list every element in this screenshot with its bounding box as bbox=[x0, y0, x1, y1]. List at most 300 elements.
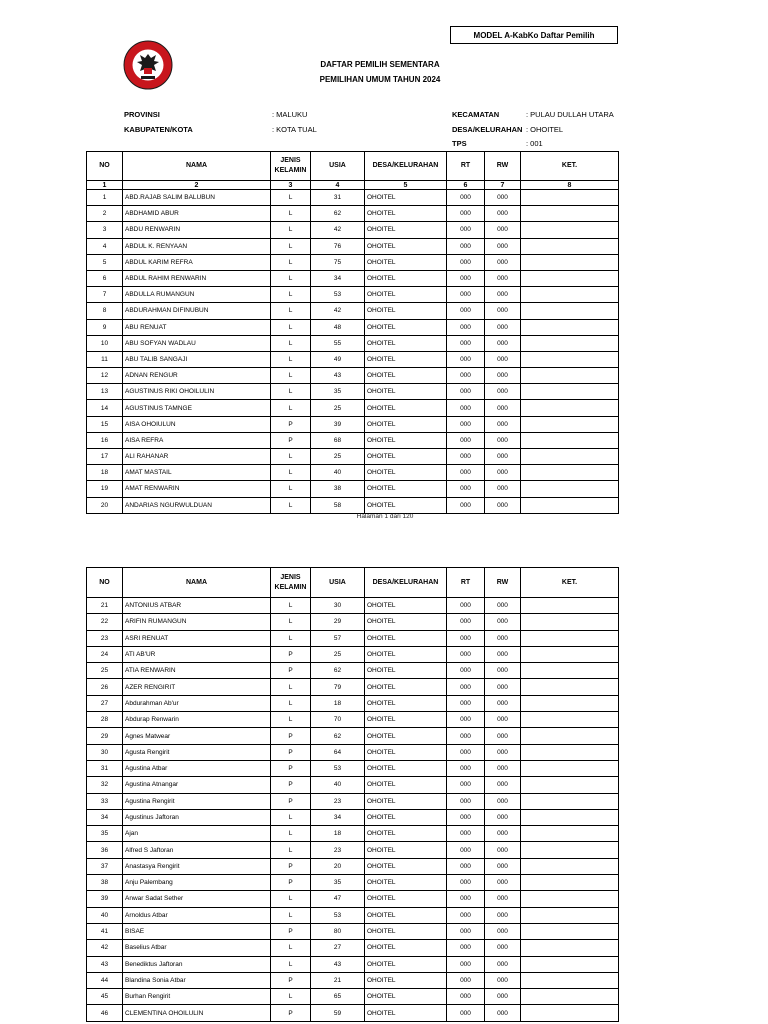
cell-desa: OHOITEL bbox=[365, 400, 447, 416]
table-row bbox=[87, 465, 619, 481]
column-number: 3 bbox=[271, 181, 311, 190]
cell-ket bbox=[521, 907, 619, 923]
provinsi-value: : MALUKU bbox=[272, 110, 308, 119]
cell-usia: 47 bbox=[311, 891, 365, 907]
cell-usia: 53 bbox=[311, 760, 365, 776]
table-row bbox=[87, 777, 619, 793]
cell-desa: OHOITEL bbox=[365, 432, 447, 448]
cell-jenis-kelamin: L bbox=[271, 956, 311, 972]
cell-ket bbox=[521, 497, 619, 513]
cell-usia: 42 bbox=[311, 303, 365, 319]
cell-rw: 000 bbox=[485, 891, 521, 907]
cell-rw: 000 bbox=[485, 940, 521, 956]
cell-usia: 35 bbox=[311, 875, 365, 891]
cell-usia: 43 bbox=[311, 368, 365, 384]
table-row bbox=[87, 319, 619, 335]
cell-ket bbox=[521, 319, 619, 335]
cell-rt: 000 bbox=[447, 858, 485, 874]
cell-rt: 000 bbox=[447, 777, 485, 793]
cell-ket bbox=[521, 630, 619, 646]
cell-ket bbox=[521, 663, 619, 679]
cell-desa: OHOITEL bbox=[365, 858, 447, 874]
cell-rt: 000 bbox=[447, 842, 485, 858]
cell-no: 39 bbox=[87, 891, 123, 907]
cell-jenis-kelamin: L bbox=[271, 907, 311, 923]
table-row bbox=[87, 432, 619, 448]
cell-rw: 000 bbox=[485, 287, 521, 303]
cell-rt: 000 bbox=[447, 238, 485, 254]
table-row bbox=[87, 744, 619, 760]
table-row bbox=[87, 842, 619, 858]
cell-usia: 18 bbox=[311, 695, 365, 711]
table-row bbox=[87, 1005, 619, 1021]
cell-rt: 000 bbox=[447, 728, 485, 744]
model-label: MODEL A-KabKo Daftar Pemilih bbox=[450, 26, 618, 44]
cell-no: 25 bbox=[87, 663, 123, 679]
document-subtitle: PEMILIHAN UMUM TAHUN 2024 bbox=[319, 75, 441, 84]
cell-desa: OHOITEL bbox=[365, 923, 447, 939]
cell-jenis-kelamin: L bbox=[271, 826, 311, 842]
cell-rw: 000 bbox=[485, 695, 521, 711]
cell-jenis-kelamin: L bbox=[271, 303, 311, 319]
cell-jenis-kelamin: P bbox=[271, 923, 311, 939]
cell-desa: OHOITEL bbox=[365, 744, 447, 760]
table-row bbox=[87, 760, 619, 776]
table-row bbox=[87, 923, 619, 939]
kpu-logo-icon bbox=[122, 38, 174, 92]
cell-nama: BISAE bbox=[123, 923, 271, 939]
cell-no: 21 bbox=[87, 598, 123, 614]
cell-desa: OHOITEL bbox=[365, 416, 447, 432]
cell-rt: 000 bbox=[447, 989, 485, 1005]
cell-nama: Abdurahman Ab'ur bbox=[123, 695, 271, 711]
cell-desa: OHOITEL bbox=[365, 222, 447, 238]
cell-nama: ABDUL RAHIM RENWARIN bbox=[123, 270, 271, 286]
table-row bbox=[87, 907, 619, 923]
cell-nama: ARIFIN RUMANGUN bbox=[123, 614, 271, 630]
cell-no: 13 bbox=[87, 384, 123, 400]
kabkota-value: : KOTA TUAL bbox=[272, 125, 317, 134]
cell-rt: 000 bbox=[447, 809, 485, 825]
cell-rw: 000 bbox=[485, 481, 521, 497]
column-header-rw: RW bbox=[485, 568, 521, 598]
cell-rw: 000 bbox=[485, 858, 521, 874]
cell-jenis-kelamin: L bbox=[271, 989, 311, 1005]
cell-jenis-kelamin: L bbox=[271, 940, 311, 956]
cell-rt: 000 bbox=[447, 449, 485, 465]
cell-usia: 80 bbox=[311, 923, 365, 939]
column-header-jenis-kelamin: JENIS KELAMIN bbox=[271, 568, 311, 598]
table-row bbox=[87, 940, 619, 956]
table-row bbox=[87, 614, 619, 630]
cell-ket bbox=[521, 875, 619, 891]
voter-table-page-2 bbox=[86, 567, 619, 1022]
tps-label: TPS bbox=[452, 139, 467, 148]
cell-rt: 000 bbox=[447, 679, 485, 695]
cell-jenis-kelamin: L bbox=[271, 254, 311, 270]
cell-usia: 53 bbox=[311, 287, 365, 303]
cell-ket bbox=[521, 190, 619, 206]
page-footer: Halaman 1 dari 120 bbox=[356, 513, 414, 520]
cell-jenis-kelamin: L bbox=[271, 695, 311, 711]
cell-rt: 000 bbox=[447, 384, 485, 400]
column-header-usia: USIA bbox=[311, 152, 365, 181]
cell-usia: 70 bbox=[311, 712, 365, 728]
cell-no: 43 bbox=[87, 956, 123, 972]
cell-rw: 000 bbox=[485, 875, 521, 891]
cell-desa: OHOITEL bbox=[365, 368, 447, 384]
cell-ket bbox=[521, 614, 619, 630]
cell-ket bbox=[521, 858, 619, 874]
cell-rw: 000 bbox=[485, 351, 521, 367]
cell-nama: ALI RAHANAR bbox=[123, 449, 271, 465]
table-row bbox=[87, 287, 619, 303]
cell-nama: ABDU RENWARIN bbox=[123, 222, 271, 238]
cell-no: 32 bbox=[87, 777, 123, 793]
cell-rw: 000 bbox=[485, 598, 521, 614]
table-row bbox=[87, 793, 619, 809]
cell-rt: 000 bbox=[447, 270, 485, 286]
cell-rw: 000 bbox=[485, 777, 521, 793]
cell-no: 7 bbox=[87, 287, 123, 303]
cell-rt: 000 bbox=[447, 287, 485, 303]
cell-desa: OHOITEL bbox=[365, 287, 447, 303]
cell-no: 26 bbox=[87, 679, 123, 695]
cell-rw: 000 bbox=[485, 679, 521, 695]
cell-rw: 000 bbox=[485, 270, 521, 286]
cell-usia: 25 bbox=[311, 449, 365, 465]
column-number-row bbox=[87, 181, 619, 190]
cell-usia: 20 bbox=[311, 858, 365, 874]
cell-rw: 000 bbox=[485, 222, 521, 238]
column-header-usia: USIA bbox=[311, 568, 365, 598]
cell-ket bbox=[521, 465, 619, 481]
document-title: DAFTAR PEMILIH SEMENTARA bbox=[320, 60, 440, 69]
cell-no: 3 bbox=[87, 222, 123, 238]
cell-ket bbox=[521, 432, 619, 448]
cell-no: 4 bbox=[87, 238, 123, 254]
cell-jenis-kelamin: L bbox=[271, 319, 311, 335]
cell-nama: Alfred S Jaftoran bbox=[123, 842, 271, 858]
cell-desa: OHOITEL bbox=[365, 254, 447, 270]
cell-usia: 76 bbox=[311, 238, 365, 254]
cell-rt: 000 bbox=[447, 630, 485, 646]
cell-nama: ABD.RAJAB SALIM BALUBUN bbox=[123, 190, 271, 206]
cell-no: 9 bbox=[87, 319, 123, 335]
cell-desa: OHOITEL bbox=[365, 907, 447, 923]
cell-jenis-kelamin: L bbox=[271, 351, 311, 367]
cell-ket bbox=[521, 598, 619, 614]
cell-nama: Abdurap Renwarin bbox=[123, 712, 271, 728]
cell-jenis-kelamin: L bbox=[271, 465, 311, 481]
cell-rw: 000 bbox=[485, 432, 521, 448]
cell-ket bbox=[521, 351, 619, 367]
table-row bbox=[87, 956, 619, 972]
cell-rt: 000 bbox=[447, 335, 485, 351]
cell-ket bbox=[521, 728, 619, 744]
cell-nama: Agustina Atnangar bbox=[123, 777, 271, 793]
cell-jenis-kelamin: L bbox=[271, 614, 311, 630]
table-row bbox=[87, 416, 619, 432]
cell-ket bbox=[521, 679, 619, 695]
cell-rt: 000 bbox=[447, 956, 485, 972]
cell-nama: ANDARIAS NGURWULDUAN bbox=[123, 497, 271, 513]
cell-rt: 000 bbox=[447, 760, 485, 776]
cell-no: 22 bbox=[87, 614, 123, 630]
cell-usia: 40 bbox=[311, 777, 365, 793]
cell-desa: OHOITEL bbox=[365, 940, 447, 956]
cell-no: 45 bbox=[87, 989, 123, 1005]
cell-no: 35 bbox=[87, 826, 123, 842]
cell-usia: 64 bbox=[311, 744, 365, 760]
cell-rt: 000 bbox=[447, 744, 485, 760]
cell-jenis-kelamin: L bbox=[271, 449, 311, 465]
cell-usia: 40 bbox=[311, 465, 365, 481]
cell-ket bbox=[521, 777, 619, 793]
cell-usia: 25 bbox=[311, 646, 365, 662]
cell-desa: OHOITEL bbox=[365, 760, 447, 776]
cell-jenis-kelamin: P bbox=[271, 416, 311, 432]
cell-jenis-kelamin: P bbox=[271, 972, 311, 988]
cell-usia: 25 bbox=[311, 400, 365, 416]
cell-rw: 000 bbox=[485, 972, 521, 988]
cell-rt: 000 bbox=[447, 712, 485, 728]
cell-jenis-kelamin: L bbox=[271, 384, 311, 400]
column-header-jenis-kelamin: JENIS KELAMIN bbox=[271, 152, 311, 181]
cell-no: 33 bbox=[87, 793, 123, 809]
cell-rw: 000 bbox=[485, 760, 521, 776]
table-row bbox=[87, 809, 619, 825]
cell-nama: ABDUL K. RENYAAN bbox=[123, 238, 271, 254]
cell-no: 44 bbox=[87, 972, 123, 988]
cell-no: 36 bbox=[87, 842, 123, 858]
cell-rw: 000 bbox=[485, 303, 521, 319]
cell-jenis-kelamin: L bbox=[271, 481, 311, 497]
table-row bbox=[87, 875, 619, 891]
cell-usia: 55 bbox=[311, 335, 365, 351]
cell-ket bbox=[521, 956, 619, 972]
cell-no: 10 bbox=[87, 335, 123, 351]
cell-usia: 23 bbox=[311, 842, 365, 858]
cell-rw: 000 bbox=[485, 1005, 521, 1021]
cell-no: 41 bbox=[87, 923, 123, 939]
cell-nama: Anju Palembang bbox=[123, 875, 271, 891]
kecamatan-label: KECAMATAN bbox=[452, 110, 500, 119]
cell-desa: OHOITEL bbox=[365, 875, 447, 891]
cell-no: 16 bbox=[87, 432, 123, 448]
cell-ket bbox=[521, 222, 619, 238]
column-header-rt: RT bbox=[447, 152, 485, 181]
cell-ket bbox=[521, 940, 619, 956]
cell-usia: 27 bbox=[311, 940, 365, 956]
cell-ket bbox=[521, 712, 619, 728]
cell-rt: 000 bbox=[447, 303, 485, 319]
cell-no: 29 bbox=[87, 728, 123, 744]
cell-desa: OHOITEL bbox=[365, 777, 447, 793]
cell-ket bbox=[521, 449, 619, 465]
table-row bbox=[87, 368, 619, 384]
cell-desa: OHOITEL bbox=[365, 335, 447, 351]
cell-usia: 62 bbox=[311, 206, 365, 222]
provinsi-label: PROVINSI bbox=[124, 110, 160, 119]
cell-rt: 000 bbox=[447, 481, 485, 497]
cell-nama: Ajan bbox=[123, 826, 271, 842]
cell-rw: 000 bbox=[485, 335, 521, 351]
cell-jenis-kelamin: P bbox=[271, 760, 311, 776]
cell-jenis-kelamin: L bbox=[271, 679, 311, 695]
cell-usia: 62 bbox=[311, 728, 365, 744]
cell-desa: OHOITEL bbox=[365, 972, 447, 988]
cell-desa: OHOITEL bbox=[365, 646, 447, 662]
cell-desa: OHOITEL bbox=[365, 989, 447, 1005]
cell-nama: Agustinus Jaftoran bbox=[123, 809, 271, 825]
cell-no: 40 bbox=[87, 907, 123, 923]
cell-rt: 000 bbox=[447, 497, 485, 513]
table-row bbox=[87, 728, 619, 744]
cell-desa: OHOITEL bbox=[365, 497, 447, 513]
cell-rw: 000 bbox=[485, 416, 521, 432]
table-row bbox=[87, 303, 619, 319]
cell-desa: OHOITEL bbox=[365, 826, 447, 842]
cell-rt: 000 bbox=[447, 465, 485, 481]
cell-desa: OHOITEL bbox=[365, 206, 447, 222]
cell-ket bbox=[521, 809, 619, 825]
cell-nama: Agustina Rengirit bbox=[123, 793, 271, 809]
cell-no: 12 bbox=[87, 368, 123, 384]
cell-rw: 000 bbox=[485, 449, 521, 465]
cell-ket bbox=[521, 923, 619, 939]
cell-desa: OHOITEL bbox=[365, 728, 447, 744]
cell-rw: 000 bbox=[485, 465, 521, 481]
cell-nama: ANTONIUS ATBAR bbox=[123, 598, 271, 614]
cell-desa: OHOITEL bbox=[365, 712, 447, 728]
column-number: 8 bbox=[521, 181, 619, 190]
cell-nama: Benediktus Jaftoran bbox=[123, 956, 271, 972]
cell-rt: 000 bbox=[447, 875, 485, 891]
cell-usia: 34 bbox=[311, 270, 365, 286]
cell-rt: 000 bbox=[447, 351, 485, 367]
cell-rw: 000 bbox=[485, 190, 521, 206]
cell-ket bbox=[521, 368, 619, 384]
cell-nama: ABDULLA RUMANGUN bbox=[123, 287, 271, 303]
cell-ket bbox=[521, 744, 619, 760]
cell-usia: 30 bbox=[311, 598, 365, 614]
cell-rt: 000 bbox=[447, 793, 485, 809]
cell-rt: 000 bbox=[447, 319, 485, 335]
cell-desa: OHOITEL bbox=[365, 956, 447, 972]
cell-nama: ADNAN RENGUR bbox=[123, 368, 271, 384]
cell-rw: 000 bbox=[485, 809, 521, 825]
table-body bbox=[87, 181, 619, 514]
cell-no: 42 bbox=[87, 940, 123, 956]
table-row bbox=[87, 238, 619, 254]
table-row bbox=[87, 351, 619, 367]
cell-rt: 000 bbox=[447, 646, 485, 662]
cell-usia: 39 bbox=[311, 416, 365, 432]
cell-rt: 000 bbox=[447, 891, 485, 907]
cell-jenis-kelamin: L bbox=[271, 238, 311, 254]
table-body bbox=[87, 598, 619, 1022]
cell-rw: 000 bbox=[485, 826, 521, 842]
column-number: 5 bbox=[365, 181, 447, 190]
cell-no: 38 bbox=[87, 875, 123, 891]
table-row bbox=[87, 497, 619, 513]
cell-no: 34 bbox=[87, 809, 123, 825]
cell-jenis-kelamin: P bbox=[271, 777, 311, 793]
cell-rw: 000 bbox=[485, 907, 521, 923]
cell-rt: 000 bbox=[447, 416, 485, 432]
cell-rt: 000 bbox=[447, 695, 485, 711]
cell-ket bbox=[521, 206, 619, 222]
cell-ket bbox=[521, 1005, 619, 1021]
cell-jenis-kelamin: L bbox=[271, 287, 311, 303]
table-row bbox=[87, 384, 619, 400]
cell-no: 23 bbox=[87, 630, 123, 646]
cell-no: 20 bbox=[87, 497, 123, 513]
cell-ket bbox=[521, 303, 619, 319]
cell-desa: OHOITEL bbox=[365, 598, 447, 614]
cell-rw: 000 bbox=[485, 793, 521, 809]
cell-jenis-kelamin: L bbox=[271, 712, 311, 728]
table-row bbox=[87, 695, 619, 711]
cell-desa: OHOITEL bbox=[365, 663, 447, 679]
cell-usia: 31 bbox=[311, 190, 365, 206]
cell-desa: OHOITEL bbox=[365, 891, 447, 907]
cell-usia: 35 bbox=[311, 384, 365, 400]
cell-rt: 000 bbox=[447, 972, 485, 988]
cell-jenis-kelamin: P bbox=[271, 744, 311, 760]
cell-ket bbox=[521, 481, 619, 497]
cell-usia: 23 bbox=[311, 793, 365, 809]
cell-nama: Agusta Rengirit bbox=[123, 744, 271, 760]
kabkota-label: KABUPATEN/KOTA bbox=[124, 125, 193, 134]
cell-nama: AGUSTINUS TAMNGE bbox=[123, 400, 271, 416]
cell-nama: Arnoldus Atbar bbox=[123, 907, 271, 923]
cell-desa: OHOITEL bbox=[365, 238, 447, 254]
cell-jenis-kelamin: L bbox=[271, 809, 311, 825]
cell-rw: 000 bbox=[485, 384, 521, 400]
table-row bbox=[87, 891, 619, 907]
cell-desa: OHOITEL bbox=[365, 695, 447, 711]
cell-ket bbox=[521, 760, 619, 776]
cell-no: 8 bbox=[87, 303, 123, 319]
cell-desa: OHOITEL bbox=[365, 1005, 447, 1021]
table-row bbox=[87, 270, 619, 286]
cell-no: 19 bbox=[87, 481, 123, 497]
cell-jenis-kelamin: P bbox=[271, 663, 311, 679]
cell-rw: 000 bbox=[485, 646, 521, 662]
cell-nama: Blandina Sonia Atbar bbox=[123, 972, 271, 988]
cell-nama: ABU SOFYAN WADLAU bbox=[123, 335, 271, 351]
cell-nama: ABU TALIB SANGAJI bbox=[123, 351, 271, 367]
cell-no: 5 bbox=[87, 254, 123, 270]
table-row bbox=[87, 335, 619, 351]
cell-nama: ASRI RENUAT bbox=[123, 630, 271, 646]
cell-no: 31 bbox=[87, 760, 123, 776]
cell-ket bbox=[521, 891, 619, 907]
cell-no: 27 bbox=[87, 695, 123, 711]
cell-usia: 38 bbox=[311, 481, 365, 497]
table-row bbox=[87, 400, 619, 416]
cell-rw: 000 bbox=[485, 712, 521, 728]
cell-jenis-kelamin: L bbox=[271, 891, 311, 907]
cell-desa: OHOITEL bbox=[365, 449, 447, 465]
cell-rw: 000 bbox=[485, 368, 521, 384]
cell-ket bbox=[521, 972, 619, 988]
table-row bbox=[87, 679, 619, 695]
cell-ket bbox=[521, 695, 619, 711]
cell-usia: 43 bbox=[311, 956, 365, 972]
